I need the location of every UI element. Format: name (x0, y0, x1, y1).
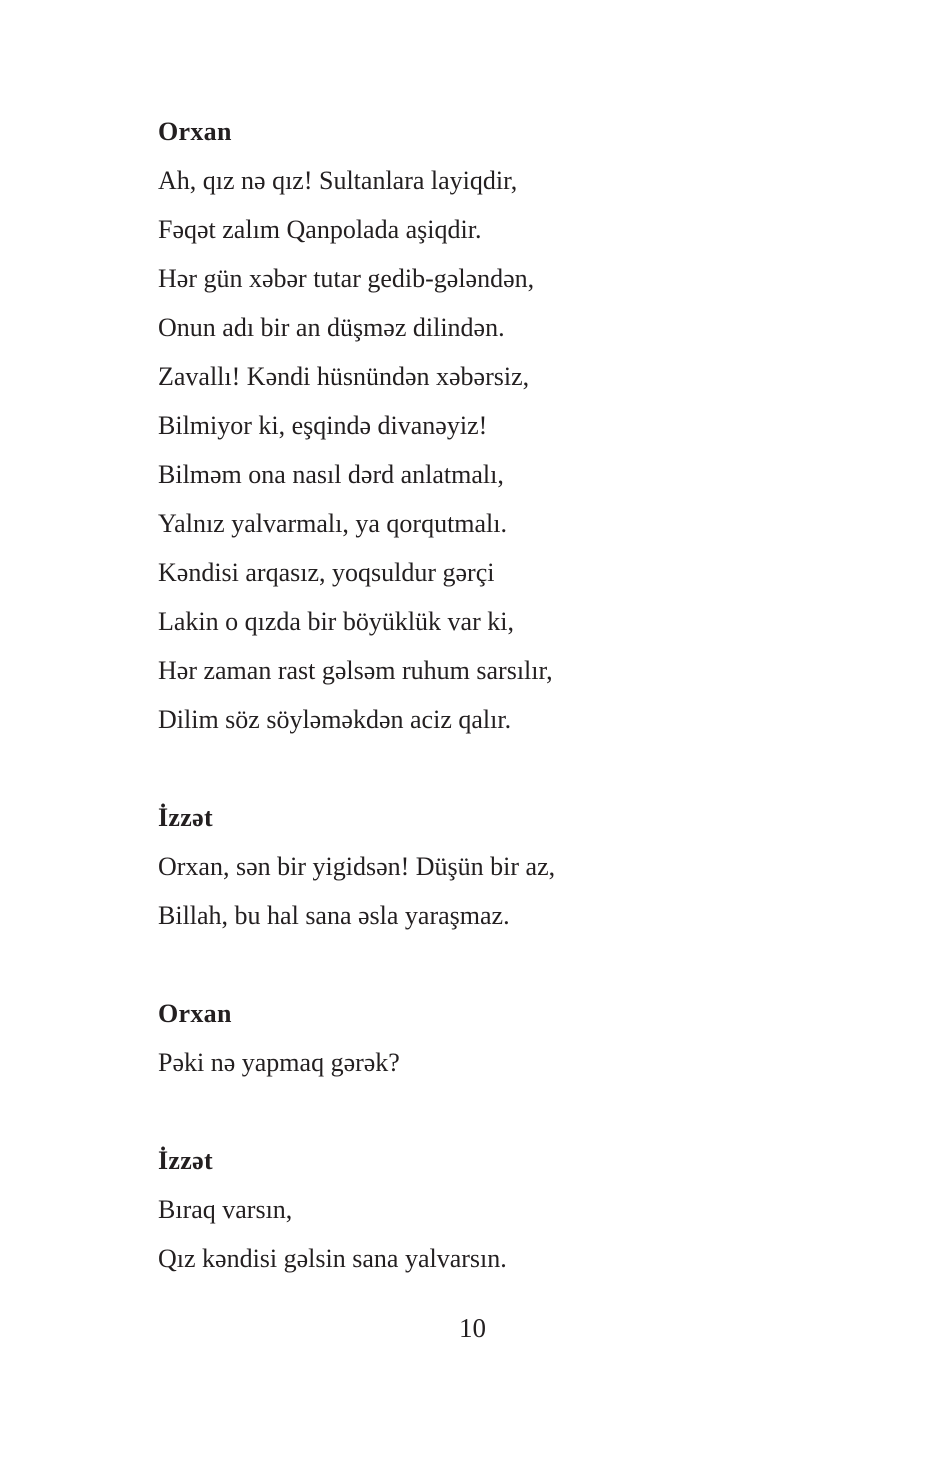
speaker-name: Orxan (158, 117, 232, 146)
verse-line: Zavallı! Kəndi hüsnündən xəbərsiz, (158, 362, 530, 391)
stanza-gap (158, 1087, 878, 1136)
verse-line: Orxan, sən bir yigidsən! Düşün bir az, (158, 852, 556, 881)
page-number: 10 (459, 1313, 486, 1343)
verse-line: Dilim söz söyləməkdən aciz qalır. (158, 705, 512, 734)
verse-line: Kəndisi arqasız, yoqsuldur gərçi (158, 558, 495, 587)
verse-line: Pəki nə yapmaq gərək? (158, 1048, 400, 1077)
verse-line: Bilməm ona nasıl dərd anlatmalı, (158, 460, 504, 489)
dialogue-text (158, 107, 878, 1283)
speaker-name: Orxan (158, 999, 232, 1028)
verse-line: Qız kəndisi gəlsin sana yalvarsın. (158, 1244, 507, 1273)
verse-line: Hər gün xəbər tutar gedib-gələndən, (158, 264, 535, 293)
speaker-name: İzzət (158, 803, 213, 832)
stanza-gap (158, 744, 878, 793)
verse-line: Yalnız yalvarmalı, ya qorqutmalı. (158, 509, 508, 538)
verse-line: Hər zaman rast gəlsəm ruhum sarsılır, (158, 656, 553, 685)
verse-line: Onun adı bir an düşməz dilindən. (158, 313, 505, 342)
verse-line: Ah, qız nə qız! Sultanlara layiqdir, (158, 166, 518, 195)
verse-line: Lakin o qızda bir böyüklük var ki, (158, 607, 514, 636)
verse-line: Fəqət zalım Qanpolada aşiqdir. (158, 215, 482, 244)
verse-line: Bilmiyor ki, eşqində divanəyiz! (158, 411, 488, 440)
verse-line: Bıraq varsın, (158, 1195, 293, 1224)
stanza-gap (158, 940, 878, 989)
verse-line: Billah, bu hal sana əsla yaraşmaz. (158, 901, 510, 930)
speaker-name: İzzət (158, 1146, 213, 1175)
